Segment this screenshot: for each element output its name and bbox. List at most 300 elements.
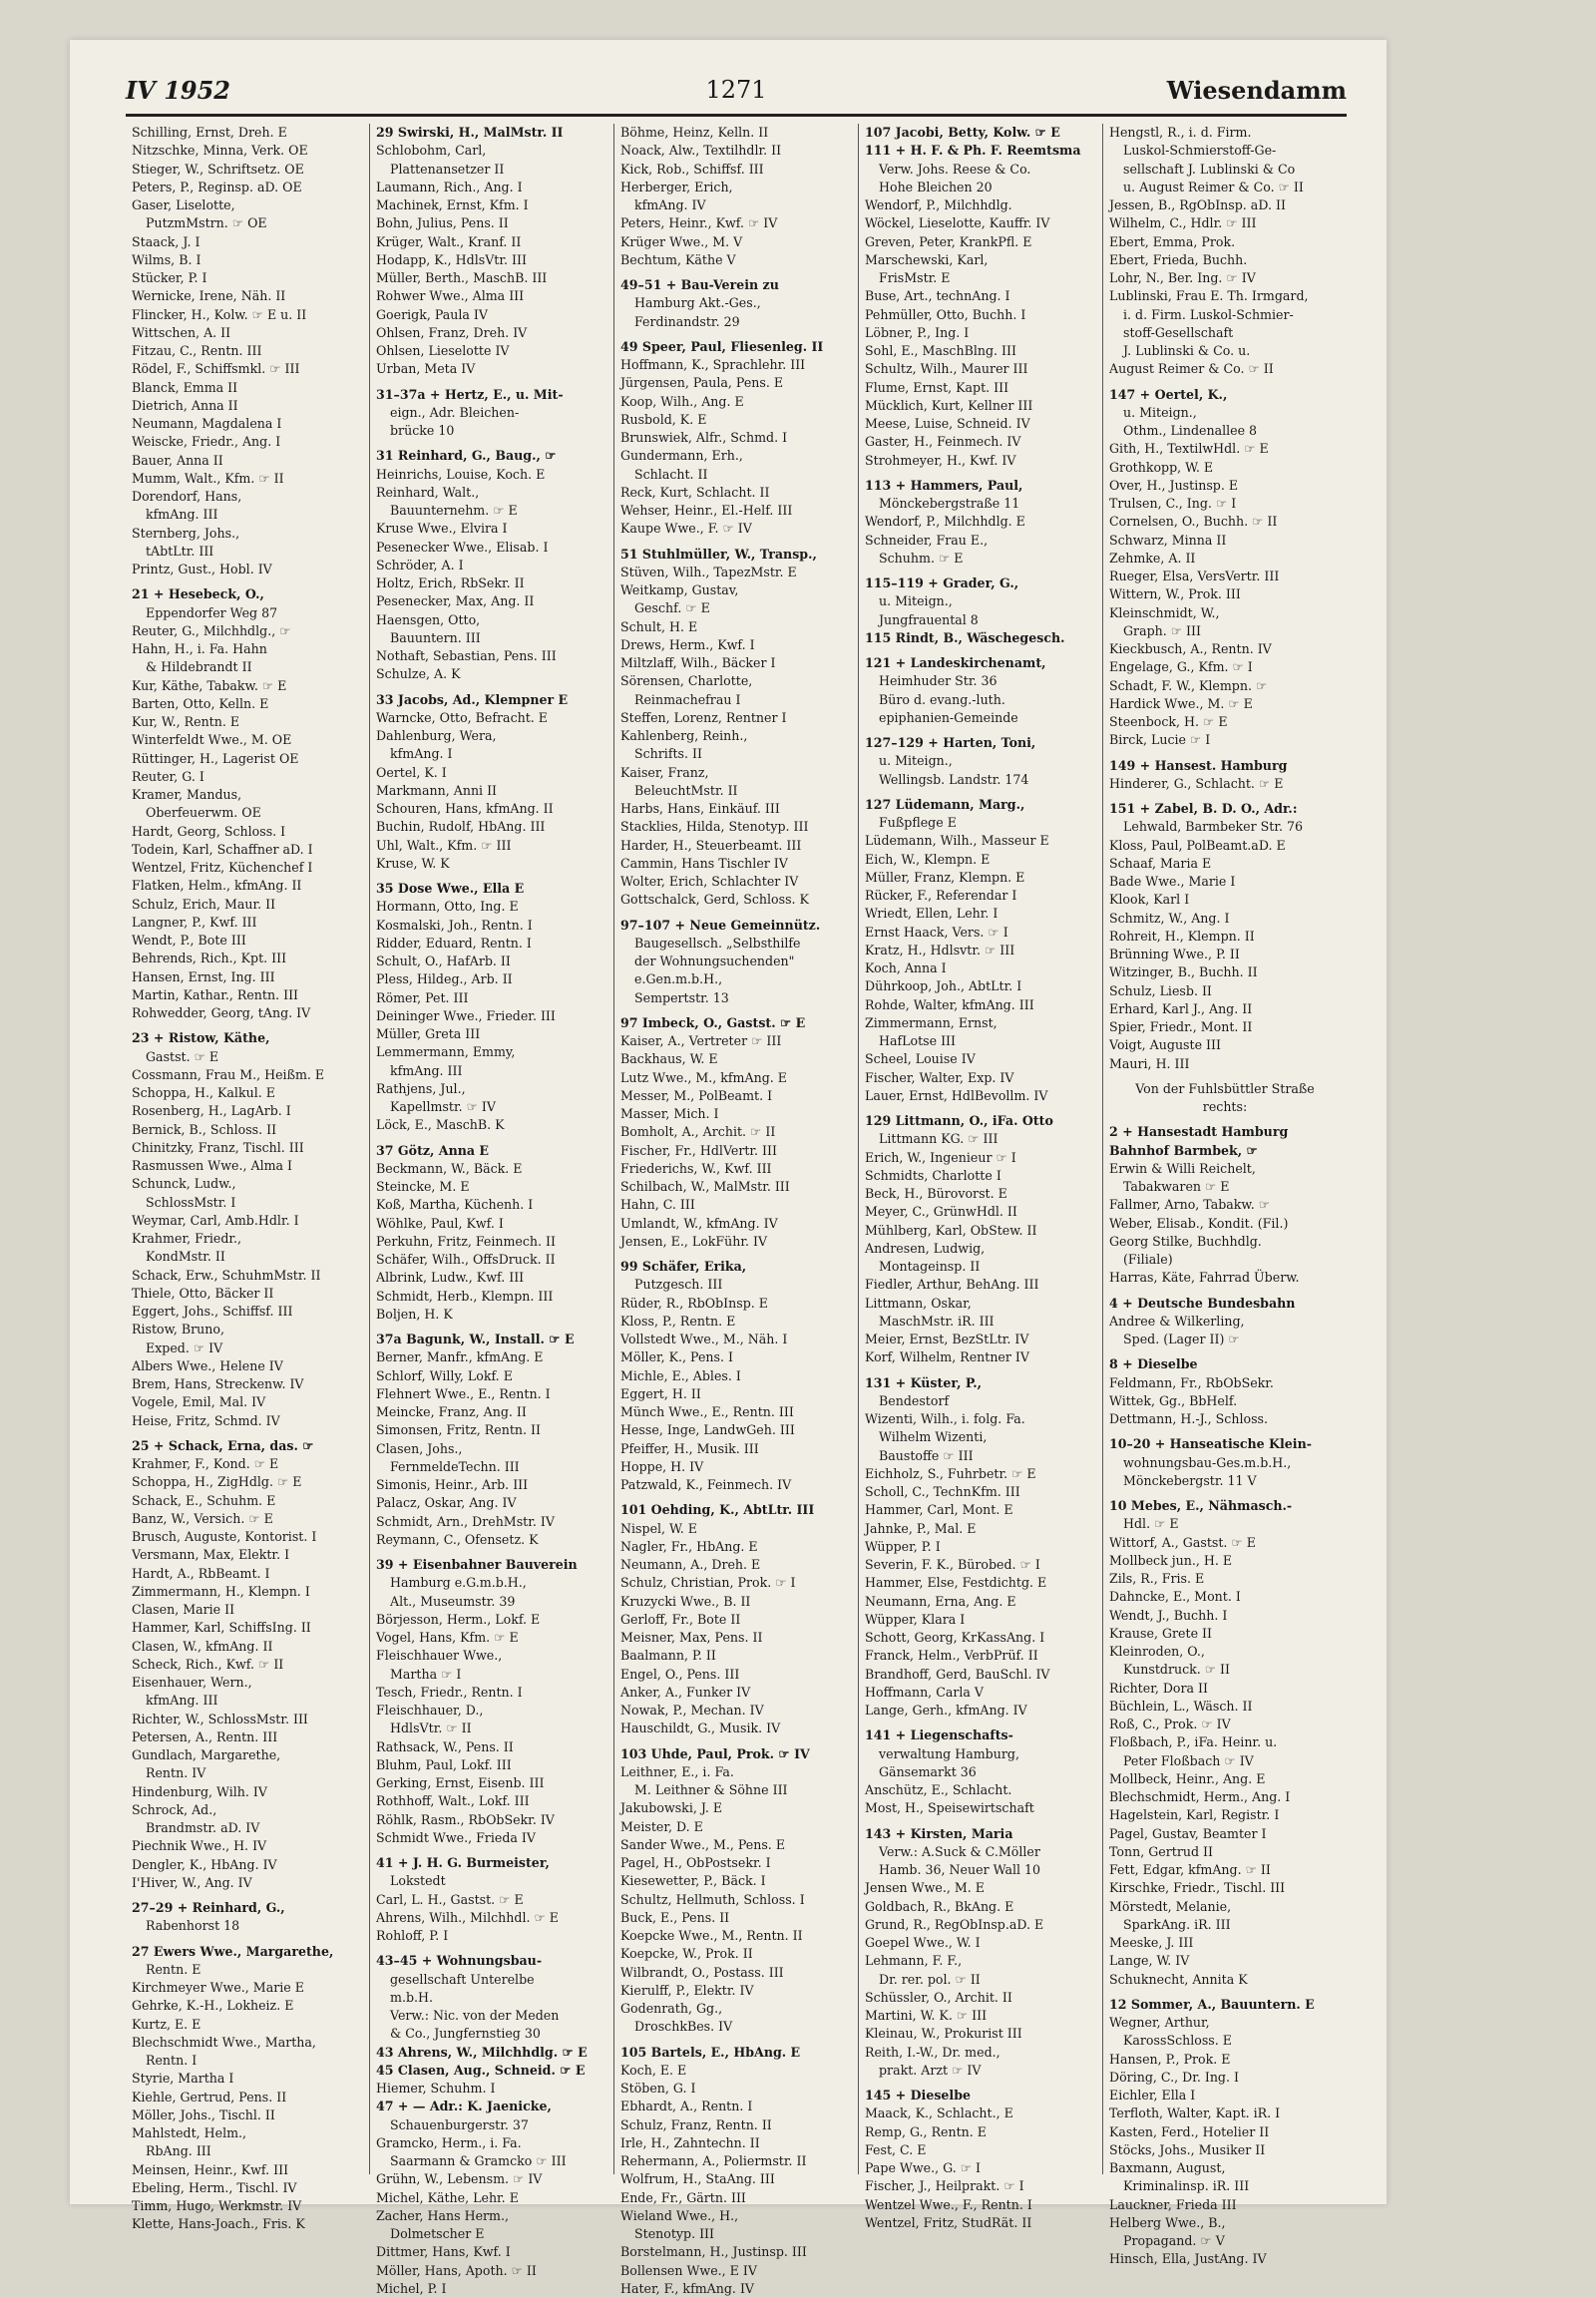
directory-entry: Kaiser, A., Vertreter ☞ III xyxy=(620,1033,782,1048)
directory-entry: Fett, Edgar, kfmAng. ☞ II xyxy=(1109,1862,1271,1877)
directory-entry: Berner, Manfr., kfmAng. E xyxy=(376,1349,544,1365)
directory-entry: Nothaft, Sebastian, Pens. III xyxy=(376,648,557,663)
directory-entry: Jessen, B., RgObInsp. aD. II xyxy=(1109,197,1286,212)
directory-entry: Rathjens, Jul., xyxy=(376,1080,466,1096)
directory-entry: Gith, H., TextilwHdl. ☞ E xyxy=(1109,441,1269,457)
directory-entry: Reuter, G., Milchhdlg., ☞ xyxy=(132,622,291,638)
directory-entry: i. d. Firm. Luskol-Schmier- xyxy=(1123,306,1294,322)
directory-entry: Montageinsp. II xyxy=(879,1259,981,1274)
directory-entry: Nitzschke, Minna, Verk. OE xyxy=(132,143,308,159)
directory-entry: Hansen, Ernst, Ing. III xyxy=(132,968,275,984)
directory-entry: Schulze, A. K xyxy=(376,666,461,682)
directory-entry: Fest, C. E xyxy=(865,2141,927,2157)
directory-entry: Meyer, C., GrünwHdl. II xyxy=(865,1204,1017,1220)
directory-entry: Gänsemarkt 36 xyxy=(879,1763,977,1779)
directory-entry: Strohmeyer, H., Kwf. IV xyxy=(865,452,1016,468)
directory-entry: Schuhm. ☞ E xyxy=(879,550,964,566)
directory-entry: Voigt, Auguste III xyxy=(1109,1037,1221,1053)
directory-entry: tAbtLtr. III xyxy=(146,543,214,559)
directory-entry: 33 Jacobs, Ad., Klempner E xyxy=(376,691,569,707)
directory-entry: 49 Speer, Paul, Fliesenleg. II xyxy=(620,338,824,354)
directory-entry: Schunck, Ludw., xyxy=(132,1176,236,1192)
directory-entry: SparkAng. iR. III xyxy=(1123,1916,1231,1932)
directory-entry: Littmann, Oskar, xyxy=(865,1295,972,1311)
directory-entry: Kiesewetter, P., Bäck. I xyxy=(620,1873,766,1889)
directory-entry: 31 Reinhard, G., Baug., ☞ xyxy=(376,448,557,464)
directory-entry: Tesch, Friedr., Rentn. I xyxy=(376,1684,523,1700)
directory-entry: Weymar, Carl, Amb.Hdlr. I xyxy=(132,1212,299,1228)
directory-entry: Fitzau, C., Rentn. III xyxy=(132,343,262,358)
directory-entry: Sped. (Lager II) ☞ xyxy=(1123,1332,1240,1346)
directory-entry: stoff-Gesellschaft xyxy=(1123,324,1234,340)
directory-entry: Uhl, Walt., Kfm. ☞ III xyxy=(376,837,512,853)
directory-entry: Schmidt, Arn., DrehMstr. IV xyxy=(376,1513,555,1529)
directory-entry: Wizenti, Wilh., i. folg. Fa. xyxy=(865,1411,1025,1426)
directory-entry: gesellschaft Unterelbe xyxy=(390,1971,535,1987)
directory-entry: Blechschmidt Wwe., Martha, xyxy=(132,2034,316,2050)
directory-entry: 2 + Hansestadt Hamburg xyxy=(1109,1124,1289,1140)
directory-entry: Thiele, Otto, Bäcker II xyxy=(132,1285,274,1301)
directory-entry: Harbs, Hans, Einkäuf. III xyxy=(620,801,780,816)
directory-entry: Peter Floßbach ☞ IV xyxy=(1123,1752,1254,1768)
directory-entry: Schwarz, Minna II xyxy=(1109,532,1227,548)
directory-entry: Engel, O., Pens. III xyxy=(620,1666,740,1682)
directory-entry: Zacher, Hans Herm., xyxy=(376,2207,509,2223)
directory-entry: Schrock, Ad., xyxy=(132,1801,217,1817)
directory-entry: Börjesson, Herm., Lokf. E xyxy=(376,1611,541,1627)
directory-entry: Rueger, Elsa, VersVertr. III xyxy=(1109,569,1280,583)
directory-entry: Mumm, Walt., Kfm. ☞ II xyxy=(132,470,284,486)
directory-entry: u. August Reimer & Co. ☞ II xyxy=(1123,179,1304,194)
directory-entry: Krahmer, Friedr., xyxy=(132,1231,242,1246)
directory-entry: Hengstl, R., i. d. Firm. xyxy=(1109,125,1252,140)
directory-entry: Krause, Grete II xyxy=(1109,1625,1212,1641)
directory-entry: Rohwer Wwe., Alma III xyxy=(376,288,525,304)
directory-entry: Eggert, Johs., Schiffsf. III xyxy=(132,1304,293,1319)
column-5 xyxy=(1103,124,1347,2267)
directory-entry: rechts: xyxy=(1202,1099,1248,1114)
directory-entry: Wendt, P., Bote III xyxy=(132,933,246,948)
directory-entry: Wendorf, P., Milchhdlg. xyxy=(865,197,1012,212)
directory-entry: Wüpper, Klara I xyxy=(865,1611,966,1627)
directory-entry: Mönckebergstr. 11 V xyxy=(1123,1472,1257,1488)
directory-entry: Littmann KG. ☞ III xyxy=(879,1131,998,1147)
directory-entry: eign., Adr. Bleichen- xyxy=(390,404,520,420)
directory-entry: Stacklies, Hilda, Stenotyp. III xyxy=(620,819,809,835)
directory-entry: der Wohnungsuchenden" xyxy=(634,954,795,968)
directory-entry: Hoppe, H. IV xyxy=(620,1458,704,1474)
directory-entry: Schoppa, H., ZigHdlg. ☞ E xyxy=(132,1474,302,1490)
directory-entry: 149 + Hansest. Hamburg xyxy=(1109,757,1288,773)
directory-entry: Bauuntern. III xyxy=(390,629,481,645)
directory-entry: Propagand. ☞ V xyxy=(1123,2233,1225,2248)
directory-entry: Wittern, W., Prok. III xyxy=(1109,586,1241,602)
directory-entry: Rüttinger, H., Lagerist OE xyxy=(132,750,299,766)
directory-entry: SchlossMstr. I xyxy=(146,1194,236,1210)
directory-entry: Wittek, Gg., BbHelf. xyxy=(1109,1392,1238,1408)
directory-entry: Schoppa, H., Kalkul. E xyxy=(132,1085,275,1100)
directory-entry: Holtz, Erich, RbSekr. II xyxy=(376,575,525,590)
directory-entry: Brusch, Auguste, Kontorist. I xyxy=(132,1529,317,1544)
directory-entry: 45 Clasen, Aug., Schneid. ☞ E xyxy=(376,2062,586,2078)
directory-entry: u. Miteign., xyxy=(879,753,953,769)
directory-entry: Kruzycki Wwe., B. II xyxy=(620,1593,751,1609)
directory-entry: Fischer, Fr., HdlVertr. III xyxy=(620,1142,777,1158)
directory-entry: Wegner, Arthur, xyxy=(1109,2015,1210,2030)
directory-entry: Martin, Kathar., Rentn. III xyxy=(132,986,299,1002)
directory-entry: Rohwedder, Georg, tAng. IV xyxy=(132,1005,311,1020)
directory-entry: Meier, Ernst, BezStLtr. IV xyxy=(865,1332,1029,1346)
directory-entry: Kruse Wwe., Elvira I xyxy=(376,521,508,537)
directory-entry: Ferdinandstr. 29 xyxy=(634,313,740,329)
directory-entry: Kloss, Paul, PolBeamt.aD. E xyxy=(1109,837,1286,853)
directory-entry: Röhlk, Rasm., RbObSekr. IV xyxy=(376,1811,555,1827)
directory-entry: Mahlstedt, Helm., xyxy=(132,2125,247,2140)
directory-entry: Simonsen, Fritz, Rentn. II xyxy=(376,1422,541,1438)
directory-entry: 4 + Deutsche Bundesbahn xyxy=(1109,1295,1296,1311)
directory-entry: 145 + Dieselbe xyxy=(865,2088,972,2103)
directory-entry: Dahlenburg, Wera, xyxy=(376,728,497,743)
directory-entry: Büro d. evang.-luth. xyxy=(879,691,1005,707)
directory-entry: Cornelsen, O., Buchh. ☞ II xyxy=(1109,514,1278,530)
directory-entry: 101 Oehding, K., AbtLtr. III xyxy=(620,1502,815,1518)
directory-entry: Hahn, H., i. Fa. Hahn xyxy=(132,641,267,656)
directory-entry: Masser, Mich. I xyxy=(620,1106,719,1121)
directory-entry: Deininger Wwe., Frieder. III xyxy=(376,1007,556,1023)
directory-entry: HafLotse III xyxy=(879,1033,957,1048)
directory-entry: Korf, Wilhelm, Rentner IV xyxy=(865,1349,1029,1365)
directory-entry: Meisner, Max, Pens. II xyxy=(620,1630,763,1645)
directory-entry: Wüpper, P. I xyxy=(865,1538,941,1554)
directory-entry: Neumann, A., Dreh. E xyxy=(620,1557,761,1572)
directory-entry: Grund, R., RegObInsp.aD. E xyxy=(865,1916,1044,1932)
directory-entry: Jakubowski, J. E xyxy=(620,1800,723,1816)
directory-entry: Irle, H., Zahntechn. II xyxy=(620,2134,760,2150)
directory-entry: Kunstdruck. ☞ II xyxy=(1123,1662,1231,1678)
directory-entry: Schilling, Ernst, Dreh. E xyxy=(132,125,287,140)
directory-entry: 37 Götz, Anna E xyxy=(376,1142,490,1158)
directory-entry: Steffen, Lorenz, Rentner I xyxy=(620,709,787,725)
directory-entry: Schult, H. E xyxy=(620,618,698,634)
directory-entry: Wolfrum, H., StaAng. III xyxy=(620,2171,775,2187)
directory-entry: Reck, Kurt, Schlacht. II xyxy=(620,484,770,500)
directory-entry: Römer, Pet. III xyxy=(376,989,469,1005)
directory-entry: 105 Bartels, E., HbAng. E xyxy=(620,2044,801,2060)
directory-entry: DroschkBes. IV xyxy=(634,2019,733,2035)
directory-entry: Petersen, A., Rentn. III xyxy=(132,1728,278,1744)
directory-entry: Andree & Wilkerling, xyxy=(1109,1313,1245,1329)
directory-entry: Beckmann, W., Bäck. E xyxy=(376,1160,523,1176)
directory-entry: Möller, Hans, Apoth. ☞ II xyxy=(376,2262,537,2278)
directory-entry: Wilms, B. I xyxy=(132,251,201,267)
directory-entry: Goerigk, Paula IV xyxy=(376,306,488,322)
directory-entry: Zils, R., Fris. E xyxy=(1109,1571,1205,1586)
directory-entry: Dittmer, Hans, Kwf. I xyxy=(376,2244,511,2260)
directory-entry: Gastst. ☞ E xyxy=(146,1048,219,1064)
directory-entry: 127 Lüdemann, Marg., xyxy=(865,796,1025,812)
directory-entry: Barten, Otto, Kelln. E xyxy=(132,695,269,711)
directory-entry: Michel, Käthe, Lehr. E xyxy=(376,2189,519,2205)
directory-entry: Kloss, P., Rentn. E xyxy=(620,1313,736,1329)
directory-entry: Mauri, H. III xyxy=(1109,1055,1190,1071)
directory-entry: Rothhoff, Walt., Lokf. III xyxy=(376,1793,530,1809)
directory-entry: Schulz, Franz, Rentn. II xyxy=(620,2116,772,2132)
directory-entry: Dührkoop, Joh., AbtLtr. I xyxy=(865,978,1022,994)
directory-entry: Dolmetscher E xyxy=(390,2226,485,2241)
directory-entry: Pesenecker, Max, Ang. II xyxy=(376,593,535,609)
directory-entry: Eichholz, S., Fuhrbetr. ☞ E xyxy=(865,1465,1036,1481)
directory-entry: Terfloth, Walter, Kapt. iR. I xyxy=(1109,2106,1281,2121)
directory-entry: Warncke, Otto, Befracht. E xyxy=(376,709,548,725)
directory-entry: Lauckner, Frieda III xyxy=(1109,2196,1237,2212)
directory-entry: Mörstedt, Melanie, xyxy=(1109,1898,1232,1914)
directory-entry: Baugesellsch. „Selbsthilfe xyxy=(634,935,801,951)
directory-entry: Döring, C., Dr. Ing. I xyxy=(1109,2069,1239,2085)
directory-entry: Piechnik Wwe., H. IV xyxy=(132,1838,267,1854)
directory-entry: Miltzlaff, Wilh., Bäcker I xyxy=(620,655,776,670)
directory-entry: Reinhard, Walt., xyxy=(376,484,480,500)
directory-entry: Martha ☞ I xyxy=(390,1666,462,1682)
directory-entry: Löck, E., MaschB. K xyxy=(376,1117,505,1133)
directory-entry: Reuter, G. I xyxy=(132,768,204,784)
directory-entry: Behrends, Rich., Kpt. III xyxy=(132,951,287,966)
directory-entry: Stenotyp. III xyxy=(634,2226,715,2241)
directory-entry: Scholl, C., TechnKfm. III xyxy=(865,1484,1020,1499)
directory-entry: Wöckel, Lieselotte, Kauffr. IV xyxy=(865,215,1050,231)
directory-entry: Jahnke, P., Mal. E xyxy=(865,1520,977,1536)
directory-entry: kfmAng. III xyxy=(390,1062,463,1078)
directory-entry: Plattenansetzer II xyxy=(390,161,505,177)
directory-entry: Grothkopp, W. E xyxy=(1109,459,1214,475)
directory-entry: Langner, P., Kwf. III xyxy=(132,914,257,930)
directory-entry: Eich, W., Klempn. E xyxy=(865,851,991,867)
directory-entry: m.b.H. xyxy=(390,1989,433,2005)
directory-entry: Kapellmstr. ☞ IV xyxy=(390,1099,496,1114)
directory-entry: Schouren, Hans, kfmAng. II xyxy=(376,801,554,816)
directory-entry: Scheel, Louise IV xyxy=(865,1051,976,1067)
directory-entry: 97–107 + Neue Gemeinnütz. xyxy=(620,917,821,933)
directory-entry: Anker, A., Funker IV xyxy=(620,1684,751,1700)
directory-entry: Herberger, Erich, xyxy=(620,179,733,194)
directory-entry: Koop, Wilh., Ang. E xyxy=(620,393,744,409)
directory-entry: Rohloff, P. I xyxy=(376,1928,449,1943)
directory-entry: Kasten, Ferd., Hotelier II xyxy=(1109,2123,1270,2139)
directory-entry: Rosenberg, H., LagArb. I xyxy=(132,1103,291,1119)
directory-entry: Banz, W., Versich. ☞ E xyxy=(132,1510,273,1526)
directory-entry: Möller, Johs., Tischl. II xyxy=(132,2106,275,2122)
directory-entry: Bendestorf xyxy=(879,1392,950,1408)
directory-entry: Buchin, Rudolf, HbAng. III xyxy=(376,819,546,835)
directory-entry: Reinmachefrau I xyxy=(634,691,741,707)
directory-entry: Kaupe Wwe., F. ☞ IV xyxy=(620,521,752,537)
directory-entry: KondMstr. II xyxy=(146,1249,225,1265)
directory-entry: 51 Stuhlmüller, W., Transp., xyxy=(620,546,817,562)
directory-entry: Müller, Greta III xyxy=(376,1026,481,1041)
directory-entry: Clasen, Johs., xyxy=(376,1440,463,1456)
directory-entry: Nowak, P., Mechan. IV xyxy=(620,1703,764,1718)
directory-entry: Schröder, A. I xyxy=(376,557,464,573)
directory-entry: Dettmann, H.-J., Schloss. xyxy=(1109,1411,1269,1426)
directory-entry: Steincke, M. E xyxy=(376,1179,470,1194)
directory-entry: Kieckbusch, A., Rentn. IV xyxy=(1109,641,1272,656)
directory-entry: Wendorf, P., Milchhdlg. E xyxy=(865,514,1025,530)
directory-entry: Meincke, Franz, Ang. II xyxy=(376,1404,527,1419)
directory-entry: Hamburg Akt.-Ges., xyxy=(634,295,761,311)
directory-entry: Koch, Anna I xyxy=(865,960,947,975)
directory-entry: Ohlsen, Franz, Dreh. IV xyxy=(376,324,528,340)
directory-entry: Bade Wwe., Marie I xyxy=(1109,874,1236,889)
directory-entry: Leithner, E., i. Fa. xyxy=(620,1763,734,1779)
directory-entry: Machinek, Ernst, Kfm. I xyxy=(376,197,529,212)
directory-entry: Hardick Wwe., M. ☞ E xyxy=(1109,695,1253,711)
directory-entry: Ahrens, Wilh., Milchhdl. ☞ E xyxy=(376,1909,559,1925)
directory-entry: Schauenburgerstr. 37 xyxy=(390,2116,529,2132)
directory-entry: Stüven, Wilh., TapezMstr. E xyxy=(620,564,797,579)
page-header xyxy=(126,74,1347,117)
directory-entry: Schneider, Frau E., xyxy=(865,532,989,548)
directory-entry: Rücker, F., Referendar I xyxy=(865,888,1017,903)
directory-entry: 31–37a + Hertz, E., u. Mit- xyxy=(376,386,564,402)
directory-entry: Bluhm, Paul, Lokf. III xyxy=(376,1756,512,1772)
directory-entry: Maack, K., Schlacht., E xyxy=(865,2106,1013,2121)
directory-entry: Mollbeck, Heinr., Ang. E xyxy=(1109,1770,1266,1786)
directory-entry: 27–29 + Reinhard, G., xyxy=(132,1900,285,1915)
directory-entry: Bahnhof Barmbek, ☞ xyxy=(1109,1142,1258,1158)
directory-entry: Mühlberg, Karl, ObStew. II xyxy=(865,1222,1037,1238)
directory-entry: Kirchmeyer Wwe., Marie E xyxy=(132,1980,304,1995)
directory-entry: Styrie, Martha I xyxy=(132,2071,234,2087)
directory-entry: Wittschen, A. II xyxy=(132,324,231,340)
directory-entry: Schüssler, O., Archit. II xyxy=(865,1989,1012,2005)
directory-entry: Sander Wwe., M., Pens. E xyxy=(620,1836,786,1852)
directory-entry: Rusbold, K. E xyxy=(620,411,707,427)
directory-entry: Printz, Gust., Hobl. IV xyxy=(132,562,272,576)
directory-entry: Wriedt, Ellen, Lehr. I xyxy=(865,906,998,922)
directory-entry: Fallmer, Arno, Tabakw. ☞ xyxy=(1109,1197,1271,1213)
directory-entry: Wendt, J., Buchh. I xyxy=(1109,1607,1228,1623)
directory-entry: Winterfeldt Wwe., M. OE xyxy=(132,732,292,748)
directory-entry: Hodapp, K., HdlsVtr. III xyxy=(376,251,527,267)
directory-entry: Ebert, Frieda, Buchh. xyxy=(1109,251,1248,267)
directory-entry: Wieland Wwe., H., xyxy=(620,2207,739,2223)
directory-entry: Eisenhauer, Wern., xyxy=(132,1675,252,1690)
directory-entry: Kleinau, W., Prokurist III xyxy=(865,2026,1022,2042)
directory-entry: Müller, Berth., MaschB. III xyxy=(376,270,548,285)
directory-entry: Wöhlke, Paul, Kwf. I xyxy=(376,1215,504,1231)
directory-entry: Erhard, Karl J., Ang. II xyxy=(1109,1000,1253,1016)
directory-entry: 99 Schäfer, Erika, xyxy=(620,1259,747,1274)
directory-entry: Martini, W. K. ☞ III xyxy=(865,2008,988,2023)
directory-entry: Wellingsb. Landstr. 174 xyxy=(879,771,1029,787)
directory-entry: Kahlenberg, Reinh., xyxy=(620,728,748,743)
directory-entry: Richter, Dora II xyxy=(1109,1680,1208,1696)
directory-entry: u. Miteign., xyxy=(1123,404,1197,420)
directory-entry: Bauunternehm. ☞ E xyxy=(390,503,518,518)
directory-entry: Rabenhorst 18 xyxy=(146,1918,240,1934)
directory-entry: Flincker, H., Kolw. ☞ E u. II xyxy=(132,306,307,322)
directory-entry: Bernick, B., Schloss. II xyxy=(132,1121,277,1137)
directory-entry: Ristow, Bruno, xyxy=(132,1322,224,1338)
directory-entry: Fiedler, Arthur, BehAng. III xyxy=(865,1277,1039,1293)
directory-entry: Gramcko, Herm., i. Fa. xyxy=(376,2134,522,2150)
directory-entry: Witzinger, B., Buchh. II xyxy=(1109,964,1258,980)
directory-entry: Klette, Hans-Joach., Fris. K xyxy=(132,2216,305,2232)
directory-entry: Michel, P. I xyxy=(376,2280,447,2296)
directory-entry: Hormann, Otto, Ing. E xyxy=(376,899,519,915)
directory-entry: Brunswiek, Alfr., Schmd. I xyxy=(620,430,788,445)
directory-entry: Noack, Alw., Textilhdlr. II xyxy=(620,143,782,159)
directory-entry: Over, H., Justinsp. E xyxy=(1109,477,1239,493)
directory-entry: Hardt, A., RbBeamt. I xyxy=(132,1565,270,1581)
directory-entry: Oberfeuerwm. OE xyxy=(146,805,261,821)
directory-entry: Patzwald, K., Feinmech. IV xyxy=(620,1477,792,1492)
directory-entry: Cammin, Hans Tischler IV xyxy=(620,855,788,871)
directory-entry: Gaser, Liselotte, xyxy=(132,197,235,212)
directory-entry: brücke 10 xyxy=(390,423,455,438)
directory-entry: Dorendorf, Hans, xyxy=(132,489,242,504)
directory-entry: Dr. rer. pol. ☞ II xyxy=(879,1971,981,1987)
directory-entry: Stieger, W., Schriftsetz. OE xyxy=(132,161,304,177)
directory-entry: Nagler, Fr., HbAng. E xyxy=(620,1538,758,1554)
directory-entry: FrisMstr. E xyxy=(879,270,951,285)
directory-entry: Hiemer, Schuhm. I xyxy=(376,2081,496,2096)
page-number: 1271 xyxy=(705,76,767,104)
directory-entry: Flume, Ernst, Kapt. III xyxy=(865,379,1009,395)
directory-entry: Koepcke, W., Prok. II xyxy=(620,1946,753,1962)
directory-entry: Flatken, Helm., kfmAng. II xyxy=(132,878,302,894)
directory-entry: Blanck, Emma II xyxy=(132,379,238,395)
directory-entry: 141 + Liegenschafts- xyxy=(865,1727,1013,1743)
directory-entry: Pagel, Gustav, Beamter I xyxy=(1109,1825,1267,1841)
directory-entry: Exped. ☞ IV xyxy=(146,1340,223,1355)
directory-entry: Oertel, K. I xyxy=(376,764,447,780)
directory-entry: Kurtz, E. E xyxy=(132,2016,201,2032)
directory-entry: kfmAng. III xyxy=(146,507,218,523)
directory-entry: Tonn, Gertrud II xyxy=(1109,1843,1213,1859)
directory-entry: Hater, F., kfmAng. IV xyxy=(620,2280,755,2296)
directory-entry: Georg Stilke, Buchhdlg. xyxy=(1109,1233,1262,1249)
directory-entry: Jungfrauental 8 xyxy=(879,611,979,627)
directory-entry: Beck, H., Bürovorst. E xyxy=(865,1186,1007,1201)
directory-entry: Stöben, G. I xyxy=(620,2081,696,2096)
directory-entry: Krüger, Walt., Kranf. II xyxy=(376,233,522,249)
column-1 xyxy=(126,124,370,2232)
directory-entry: Reith, I.-W., Dr. med., xyxy=(865,2044,1000,2060)
volume-year: IV 1952 xyxy=(126,76,230,105)
directory-entry: Bechtum, Käthe V xyxy=(620,251,736,267)
directory-entry: Clasen, Marie II xyxy=(132,1602,235,1617)
directory-entry: Schäfer, Wilh., OffsDruck. II xyxy=(376,1252,556,1267)
directory-entry: Münch Wwe., E., Rentn. III xyxy=(620,1404,794,1419)
directory-entry: Marschewski, Karl, xyxy=(865,251,989,267)
directory-entry: Gundlach, Margarethe, xyxy=(132,1747,281,1762)
directory-entry: Schultz, Wilh., Maurer III xyxy=(865,361,1028,377)
directory-entry: Pape Wwe., G. ☞ I xyxy=(865,2160,982,2175)
directory-entry: Pfeiffer, H., Musik. III xyxy=(620,1440,759,1456)
directory-entry: prakt. Arzt ☞ IV xyxy=(879,2062,982,2078)
directory-entry: Brandhoff, Gerd, BauSchl. IV xyxy=(865,1666,1050,1682)
directory-entry: 47 + — Adr.: K. Jaenicke, xyxy=(376,2099,552,2114)
directory-entry: Lange, Gerh., kfmAng. IV xyxy=(865,1703,1027,1718)
directory-entry: Dahncke, E., Mont. I xyxy=(1109,1589,1241,1605)
directory-entry: Wittorf, A., Gastst. ☞ E xyxy=(1109,1534,1256,1550)
directory-entry: Godenrath, Gg., xyxy=(620,2001,723,2016)
directory-entry: 43–45 + Wohnungsbau- xyxy=(376,1953,543,1969)
directory-entry: Gottschalck, Gerd, Schloss. K xyxy=(620,892,809,908)
directory-entry: 10–20 + Hanseatische Klein- xyxy=(1109,1436,1312,1452)
directory-entry: Schilbach, W., MalMstr. III xyxy=(620,1179,790,1194)
directory-entry: Peters, P., Reginsp. aD. OE xyxy=(132,179,302,194)
